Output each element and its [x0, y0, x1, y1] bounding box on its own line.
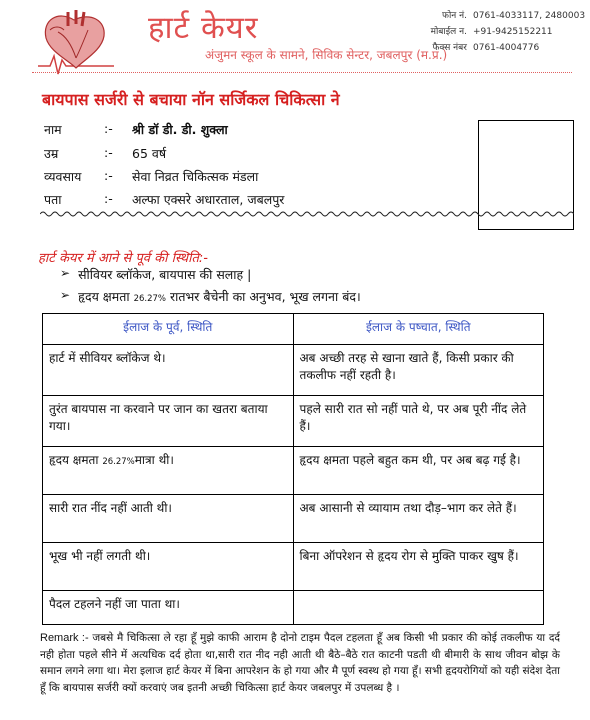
phone-value: 0761-4033117, 2480003	[473, 11, 586, 21]
table-row	[43, 591, 544, 625]
table-row	[43, 447, 544, 495]
cell-before: पैदल टहलने नहीं जा पाता था।	[43, 591, 294, 625]
cell-before: हार्ट में सीवियर ब्लॉकेज थे।	[43, 345, 294, 396]
cell-after: हृदय क्षमता पहले बहुत कम थी, पर अब बढ़ गई है।	[293, 447, 544, 495]
cell-after: अब अच्छी तरह से खाना खाते हैं, किसी प्रकार की तकलीफ नहीं रहती है।	[293, 345, 544, 396]
separator: :-	[104, 145, 113, 160]
bullet-item	[60, 288, 361, 305]
remark-paragraph	[40, 630, 560, 696]
header-divider	[32, 72, 572, 73]
brand-name: हार्ट केयर	[148, 10, 259, 46]
table-row	[43, 396, 544, 447]
cell-after: अब आसानी से व्यायाम तथा दौड़–भाग कर लेते हैं।	[293, 495, 544, 543]
cell-after	[293, 591, 544, 625]
separator: :-	[104, 191, 113, 206]
age-label: उम्र	[44, 146, 59, 161]
fax-value: 0761-4004776	[473, 43, 540, 53]
wavy-divider	[40, 210, 574, 218]
name-value: श्री डॉ डी. डी. शुक्ला	[132, 122, 228, 137]
cell-text-part: मात्रा थी।	[134, 453, 174, 467]
cell-before	[43, 447, 294, 495]
bullet-item	[60, 266, 251, 283]
brand-address: अंजुमन स्कूल के सामने, सिविक सेन्टर, जबलपुर (म.प्र.)	[205, 48, 448, 62]
arrow-bullet-icon: ➢	[60, 288, 71, 302]
cell-text-part: हृदय क्षमता	[49, 453, 99, 467]
remark-text: जबसे मै चिकित्सा ले रहा हूँ मुझे काफी आराम है दोनो टाइम पैदल टहलता हूँ अब किसी भी प्रकार की कोई तकलीफ या दर्द नही होता पहले सीने में अत्यधिक दर्द होता था,सारी रात नीद नही आती थी बैठे–बैठे रात काटनी पडती थी बीमारी के साथ जीवन बोझ के समान लगने लगा था। मेरा इलाज हार्ट केयर में बिना आपरेशन के हो गया और मै पूर्ण स्वस्थ हो गया हूँ। सभी हृदयरोगियों को यही संदेश देता हूँ कि बायपास सर्जरी क्यों करवाएं जब इतनी अच्छी चिकित्सा हार्ट केयर जबलपुर में उपलब्ध है ।	[40, 632, 560, 694]
address-label: पता	[44, 192, 62, 207]
table-header-row	[43, 314, 544, 345]
age-field	[44, 145, 166, 162]
bullet-text-part: हृदय क्षमता	[78, 289, 130, 304]
capacity-percent: 26.27%	[133, 294, 167, 304]
name-label: नाम	[44, 122, 62, 137]
occupation-field	[44, 168, 258, 185]
address-field	[44, 191, 284, 208]
fax-label: फैक्स नंबर	[432, 43, 467, 53]
cell-after: बिना ऑपरेशन से हृदय रोग से मुक्ति पाकर खुष हैं।	[293, 543, 544, 591]
heart-anatomy-logo	[28, 6, 120, 78]
phone-label: फोन नं.	[442, 11, 467, 21]
table-row	[43, 345, 544, 396]
address-value: अल्फा एक्सरे अधारताल, जबलपुर	[132, 192, 285, 207]
bullet-text	[78, 288, 361, 305]
separator: :-	[104, 121, 113, 136]
occupation-value: सेवा निव्रत चिकित्सक मंडला	[132, 169, 259, 184]
document-title: बायपास सर्जरी से बचाया नॉन सर्जिकल चिकित्सा ने	[42, 90, 340, 109]
age-value: 65 वर्ष	[132, 146, 167, 161]
contact-info	[405, 8, 585, 56]
cell-before: तुरंत बायपास ना करवाने पर जान का खतरा बताया गया।	[43, 396, 294, 447]
table-row	[43, 495, 544, 543]
bullet-text-part: रातभर बैचेनी का अनुभव, भूख लगना बंद।	[170, 289, 361, 304]
remark-label: Remark :-	[40, 632, 89, 644]
arrow-bullet-icon: ➢	[60, 266, 71, 280]
cell-after: पहले सारी रात सो नहीं पाते थे, पर अब पूरी नींद लेते हैं।	[293, 396, 544, 447]
header-after: ईलाज के पष्चात, स्थिति	[293, 314, 544, 345]
occupation-label: व्यवसाय	[44, 169, 82, 184]
mobile-value: +91-9425152211	[473, 27, 553, 37]
cell-before: भूख भी नहीं लगती थी।	[43, 543, 294, 591]
name-field	[44, 121, 228, 138]
mobile-label: मोबाईल न.	[430, 27, 467, 37]
header-before: ईलाज के पूर्व, स्थिति	[43, 314, 294, 345]
separator: :-	[104, 168, 113, 183]
before-heading: हार्ट केयर में आने से पूर्व की स्थिति:-	[38, 251, 208, 266]
bullet-text: सीवियर ब्लॉकेज, बायपास की सलाह |	[78, 267, 252, 282]
table-row	[43, 543, 544, 591]
cell-before: सारी रात नींद नहीं आती थी।	[43, 495, 294, 543]
capacity-percent: 26.27%	[102, 457, 135, 467]
comparison-table	[42, 313, 544, 625]
